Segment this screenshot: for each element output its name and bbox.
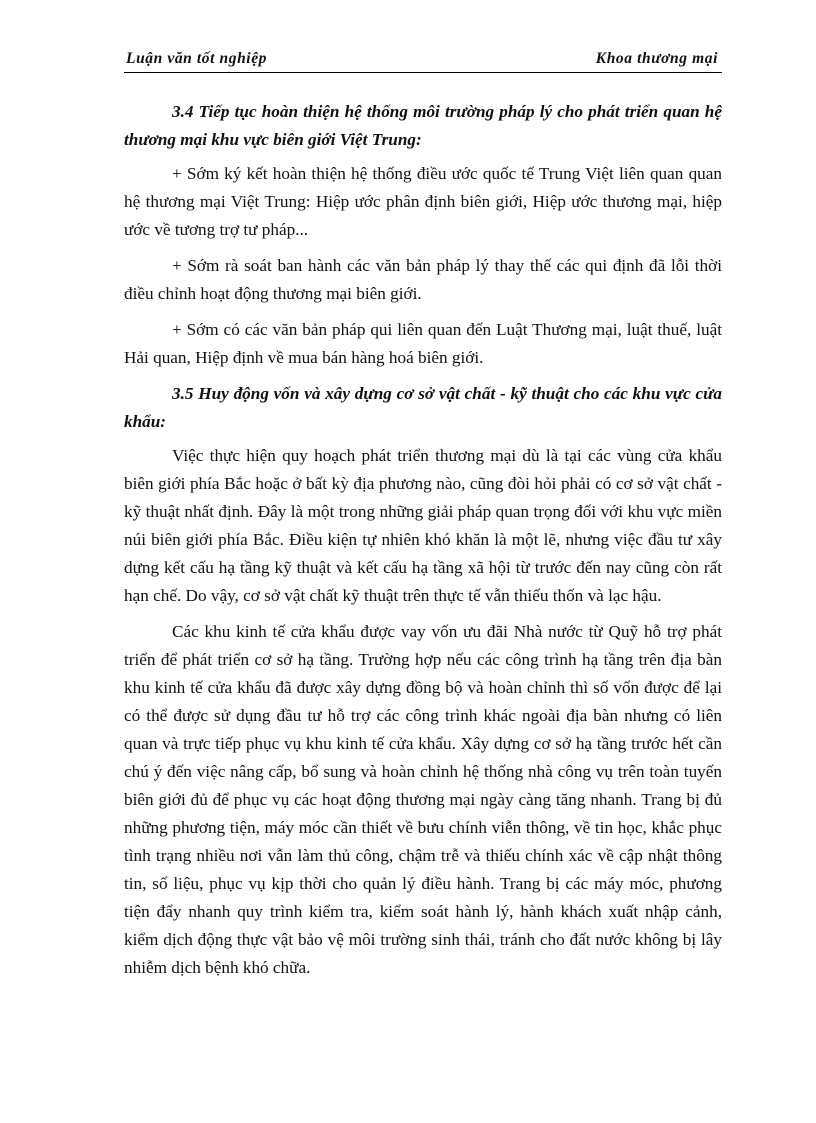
paragraph: Việc thực hiện quy hoạch phát triển thương mại dù là tại các vùng cửa khẩu biên giới phía Bắc hoặc ở bất kỳ địa phương nào, cũng đòi hỏi phải có cơ sở vật chất - kỹ thuật nhất định. Đây là một trong những giải pháp quan trọng đối với khu vực miền núi biên giới phía Bắc. Điều kiện tự nhiên khó khăn là một lẽ, nhưng việc đầu tư xây dựng kết cấu hạ tầng kỹ thuật và kết cấu hạ tầng xã hội từ trước đến nay cũng còn rất hạn chế. Do vậy, cơ sở vật chất kỹ thuật trên thực tế vẫn thiếu thốn và lạc hậu. (124, 446, 722, 605)
paragraph: Các khu kinh tế cửa khẩu được vay vốn ưu đãi Nhà nước từ Quỹ hỗ trợ phát triển để phát triển cơ sở hạ tầng. Trường hợp nếu các công trình hạ tầng trên địa bàn khu kinh tế cửa khẩu đã được xây dựng đồng bộ và hoàn chỉnh thì số vốn được để lại có thể được sử dụng đầu tư hỗ trợ các công trình khác ngoài địa bàn nhưng có liên quan và trực tiếp phục vụ khu kinh tế cửa khẩu. Xây dựng cơ sở hạ tầng trước hết cần chú ý đến việc nâng cấp, bổ sung và hoàn chỉnh hệ thống nhà công vụ trên toàn tuyến biên giới đủ để phục vụ các hoạt động thương mại ngày càng tăng nhanh. Trang bị đủ những phương tiện, máy móc cần thiết về bưu chính viễn thông, về tin học, khắc phục tình trạng nhiều nơi vẫn làm thủ công, chậm trễ và thiếu chính xác về cập nhật thông tin, số liệu, phục vụ kịp thời cho quản lý điều hành. Trang bị các máy móc, phương tiện đẩy nhanh quy trình kiểm tra, kiểm soát hành lý, hành khách xuất nhập cảnh, kiểm dịch động thực vật bảo vệ môi trường sinh thái, tránh cho đất nước không bị lây nhiễm dịch bệnh khó chữa. (124, 622, 722, 977)
section-heading: 3.4 Tiếp tục hoàn thiện hệ thống môi trường pháp lý cho phát triển quan hệ thương mại khu vực biên giới Việt Trung: (124, 102, 722, 149)
page-header (124, 50, 722, 73)
paragraph: + Sớm có các văn bản pháp qui liên quan đến Luật Thương mại, luật thuế, luật Hải quan, Hiệp định về mua bán hàng hoá biên giới. (124, 320, 722, 367)
paragraph: + Sớm ký kết hoàn thiện hệ thống điều ước quốc tế Trung Việt liên quan quan hệ thương mại Việt Trung: Hiệp ước phân định biên giới, Hiệp ước thương mại, hiệp ước về tương trợ tư pháp... (124, 164, 722, 239)
document-body (124, 98, 722, 986)
header-left-title: Luận văn tốt nghiệp (126, 50, 268, 67)
section-heading: 3.5 Huy động vốn và xây dựng cơ sở vật chất - kỹ thuật cho các khu vực cửa khẩu: (124, 384, 722, 431)
header-right-title: Khoa thương mại (595, 50, 718, 67)
paragraph: + Sớm rà soát ban hành các văn bản pháp lý thay thế các qui định đã lỗi thời điều chỉnh hoạt động thương mại biên giới. (124, 256, 722, 303)
